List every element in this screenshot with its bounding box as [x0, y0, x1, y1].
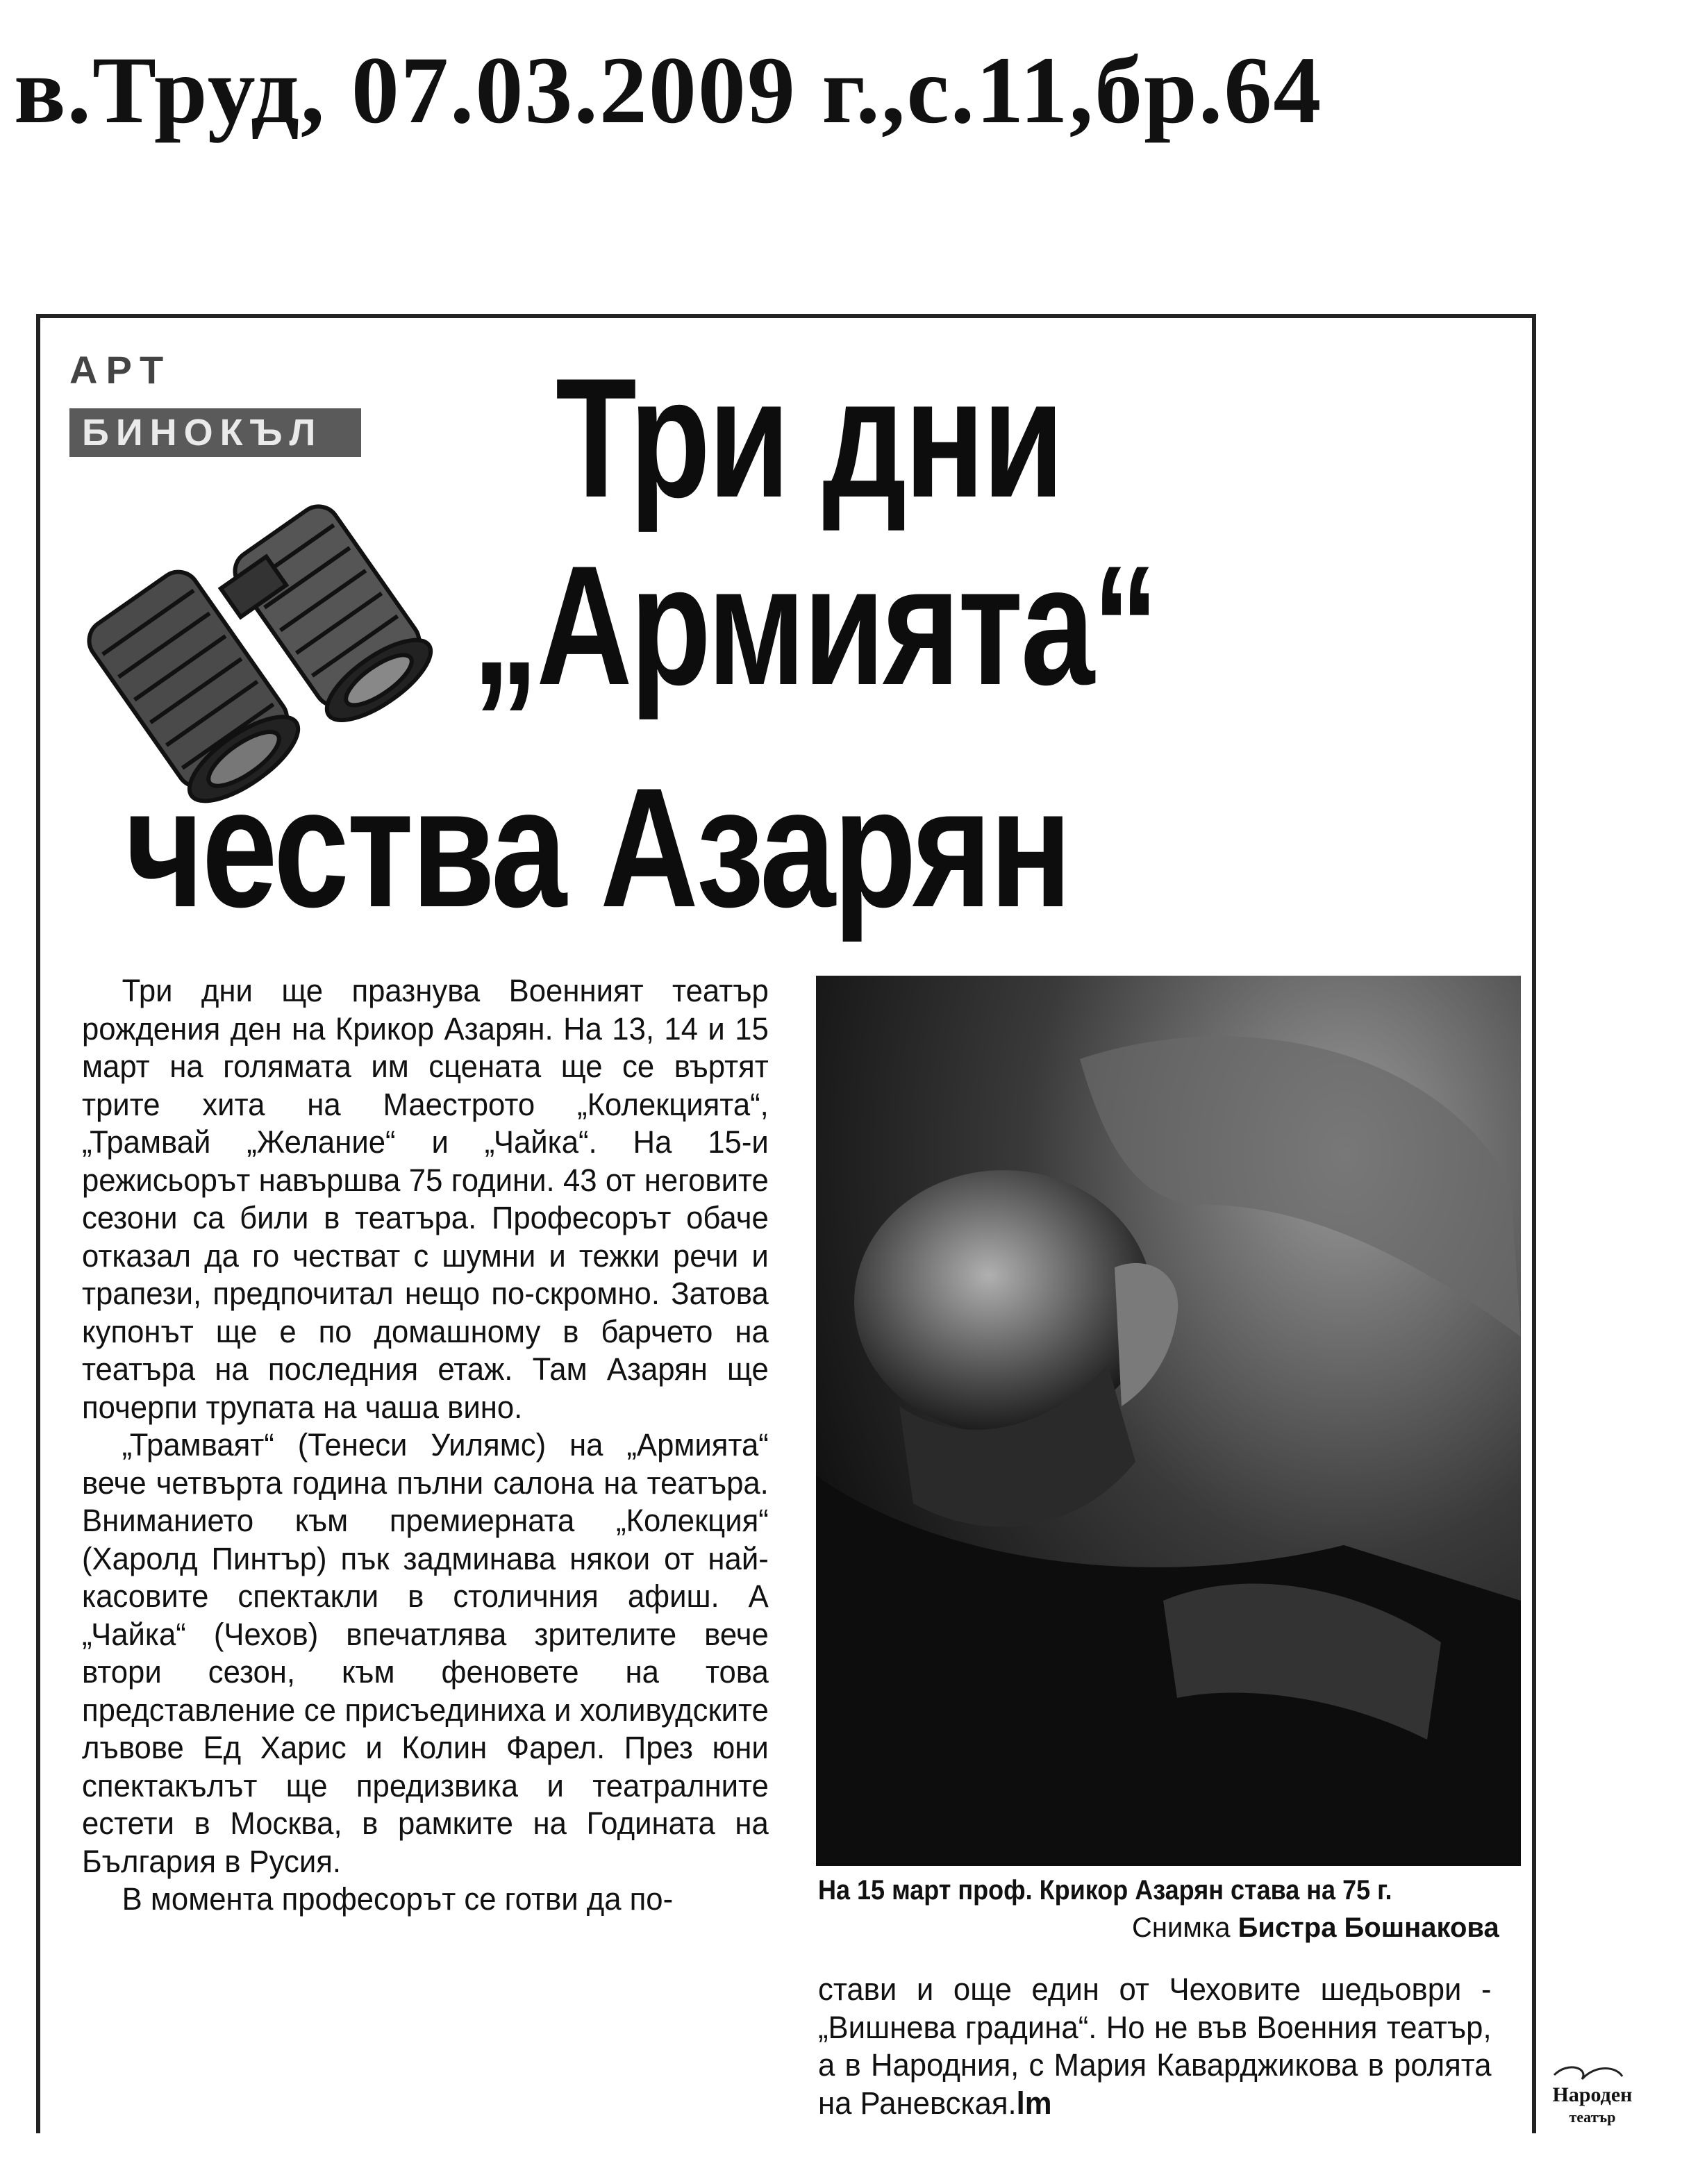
paragraph-text: стави и още един от Чеховите шедьоври - „Вишнева градина“. Но не във Военния театър, а в Народния, с Мария Каварджикова в ролята на Раневская.	[818, 1972, 1492, 2121]
stamp-line-2: театър	[1569, 2108, 1616, 2126]
stamp-line-1: Народен	[1552, 2083, 1633, 2106]
credit-name: Бистра Бошнакова	[1238, 1912, 1499, 1943]
rubric	[69, 347, 361, 457]
theatre-stamp-logo	[1540, 2056, 1644, 2132]
credit-prefix: Снимка	[1132, 1912, 1231, 1943]
headline-line-2: „Армията“	[472, 530, 1157, 720]
headline-line-1: Три дни	[556, 342, 1063, 533]
photo-caption: На 15 март проф. Крикор Азарян става на 75 г.	[818, 1875, 1392, 1906]
rubric-binocular: БИНОКЪЛ	[69, 408, 361, 457]
paragraph: Три дни ще празнува Военният театър рождения ден на Крикор Азарян. На 13, 14 и 15 март на голямата им сцената ще се въртят трите хита на Маестрото „Колекцията“, „Трамвай „Желание“ и „Чайка“. На 15-и режисьорът навършва 75 години. 43 от неговите сезони са били в театъра. Професорът обаче отказал да го честват с шумни и тежки речи и трапези, предпочитал нещо по-скромно. Затова купонът ще е по домашному в барчето на театъра на последния етаж. Там Азарян ще почерпи трупата на чаша вино.	[82, 973, 769, 1425]
article-body-left	[82, 972, 769, 1919]
paragraph: „Трамваят“ (Тенеси Уилямс) на „Армията“ вече четвърта година пълни салона на театъра. Вниманието към премиерната „Колекция“ (Харолд Пинтър) пък задминава някои от най-касовите спектакли в столичния афиш. А „Чайка“ (Чехов) впечатлява зрителите вече втори сезон, към феновете на това представление се присъединиха и холивудските лъвове Ед Харис и Колин Фарел. През юни спектакълът ще предизвика и театралните естети в Москва, в рамките на Годината на България в Русия.	[82, 1427, 769, 1879]
paragraph: В момента професорът се готви да по-	[122, 1881, 674, 1917]
rubric-art: АРТ	[69, 348, 172, 392]
source-citation: в.Труд, 07.03.2009 г.,с.11,бр.64	[14, 37, 1323, 143]
headline-line-3: чества Азарян	[125, 752, 1070, 942]
article-body-right	[818, 1971, 1492, 2122]
paragraph	[818, 1971, 1492, 2122]
portrait-photo	[816, 976, 1521, 1866]
photo-credit	[1132, 1911, 1521, 1944]
author-signature: lm	[1016, 2085, 1052, 2121]
